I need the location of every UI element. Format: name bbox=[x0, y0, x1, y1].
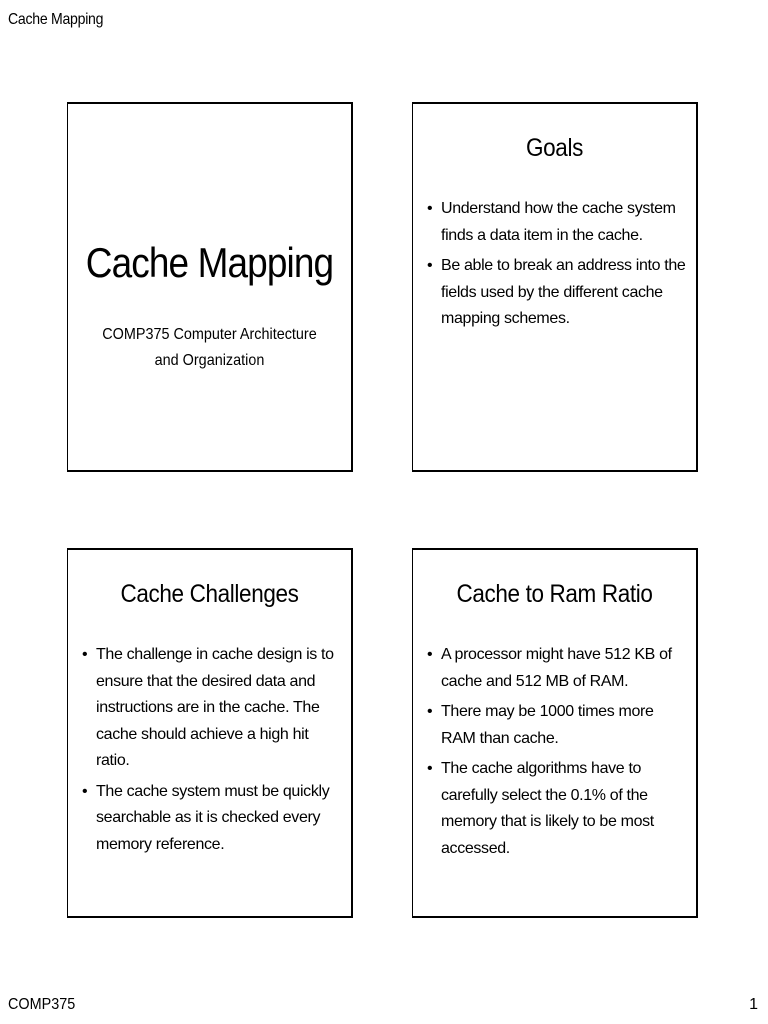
slide-title bbox=[67, 102, 353, 472]
footer-course: COMP375 bbox=[8, 996, 76, 1013]
slide-goals bbox=[412, 102, 698, 472]
bullet-list bbox=[82, 642, 343, 862]
slide-title-text: Cache to Ram Ratio bbox=[456, 580, 653, 608]
bullet-item: • The cache algorithms have to carefully select the 0.1% of the memory that is likely to be most accessed. bbox=[427, 756, 688, 862]
bullet-item: • Be able to break an address into the fields used by the different cache mapping schemes. bbox=[427, 253, 688, 333]
page-header-title: Cache Mapping bbox=[8, 11, 104, 28]
bullet-list bbox=[427, 196, 688, 337]
bullet-item: • There may be 1000 times more RAM than cache. bbox=[427, 699, 688, 752]
bullet-item: • A processor might have 512 KB of cache and 512 MB of RAM. bbox=[427, 642, 688, 695]
bullet-item: • Understand how the cache system finds a data item in the cache. bbox=[427, 196, 688, 249]
slide-cache-challenges bbox=[67, 548, 353, 918]
subtitle-line: COMP375 Computer Architecture bbox=[102, 326, 317, 343]
bullet-item: • The cache system must be quickly searchable as it is checked every memory reference. bbox=[82, 779, 343, 859]
slide-title-text: Cache Challenges bbox=[120, 580, 299, 608]
subtitle-line: and Organization bbox=[154, 352, 265, 369]
slide-cache-to-ram-ratio bbox=[412, 548, 698, 918]
slide-subtitle bbox=[100, 322, 319, 374]
slide-title-text: Goals bbox=[526, 134, 583, 162]
slide-heading: Cache Mapping bbox=[85, 239, 334, 286]
bullet-list bbox=[427, 642, 688, 866]
footer-page-number: 1 bbox=[749, 996, 758, 1013]
bullet-item: • The challenge in cache design is to ensure that the desired data and instructions are in the cache. The cache should achieve a high hit ratio. bbox=[82, 642, 343, 775]
